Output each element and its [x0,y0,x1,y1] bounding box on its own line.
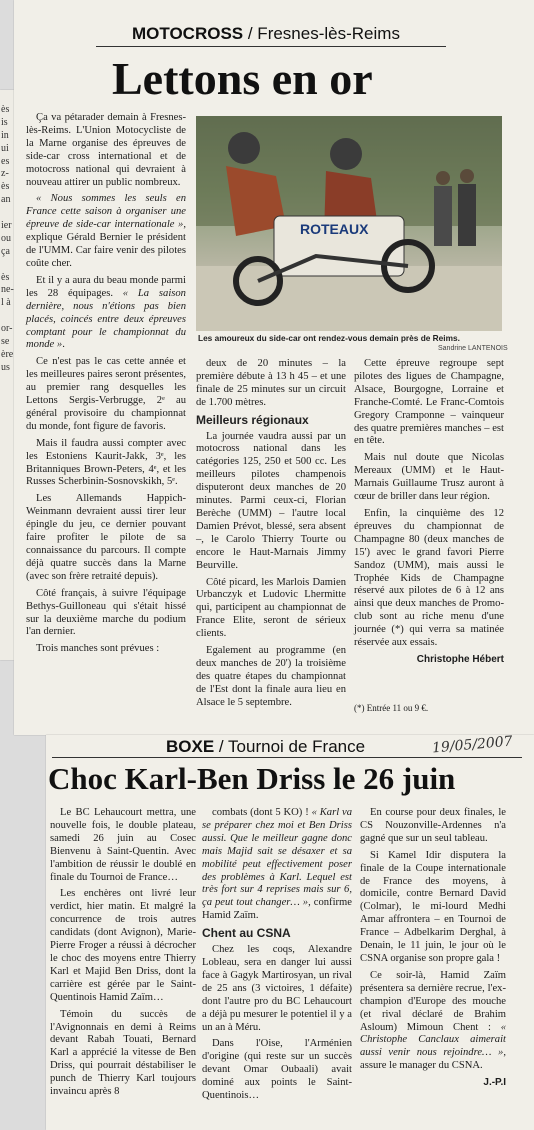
quote-text: « Nous sommes les seuls en France cette saison à organiser une épreuve de side-car internationale » [26,193,186,231]
margin-line: es [1,155,10,167]
subheading [196,414,346,427]
margin-line: ou [1,232,11,244]
paragraph [202,944,352,1034]
paragraph [354,452,504,504]
margin-line: ès [1,271,10,283]
paragraph-text: Trois manches sont prévues : [36,643,160,655]
paragraph-text: Et il y a aura du beau monde parmi les 28 équipages. [26,274,186,299]
paragraph-text: Témoin du succès de l'Avignonnais en demi à Reims devant Rabah Touati, Bernard Karl a apprécié la vitesse de Ben Driss, qui pourrait déstabiliser le punch de Thierry Karl toujours invaincu après 8 [50,1008,196,1098]
margin-fragment-text [1,104,15,388]
article-boxe [46,735,534,1130]
paragraph-text: Christophe Hébert [416,653,504,665]
quote-text: « Karl va se préparer chez moi et Ben Driss aussi. Que le meilleur gagne donc mais Majid sait se désaxer et sa mobilité peut effectivement poser des problèmes à Karl. Lequel est très fort sur 4 reprises mais sur 6, ça peut tout changer… » [202,807,353,909]
boxe-column-1 [50,807,196,1103]
paragraph [196,645,346,710]
quote-text: « La saison dernière, nous n'étions pas bien placés, coincés entre deux épreuves comptant pour le championnat du monde » [26,287,186,351]
margin-line: ne- [1,284,14,296]
paragraph-text: combats (dont 5 KO) ! [212,807,312,818]
article-headline-boxe: Choc Karl-Ben Driss le 26 juin [48,761,456,796]
article-headline: Lettons en or [112,53,373,104]
margin-line [1,207,15,220]
paragraph-text: Chez les coqs, Alexandre Lobleau, sera en danger lui aussi face à Gagyk Martirosyan, un rival de 25 ans (3 victoires, 1 défaite) dont l'autre pro du BC Lehaucourt a déjà pu mesurer le potentiel il y a un an à Méru. [202,944,352,1033]
article-motocross [14,0,534,735]
byline [354,654,504,667]
paragraph [202,807,352,923]
kicker-location-boxe: / Tournoi de France [214,737,366,756]
paragraph-text: , explique Gérald Bernier le président de l'UMM. Car faire venir des pilotes coûte cher. [26,219,186,269]
paragraph-text: Ce n'est pas le cas cette année et les meilleures paires seront présentes, au premier rang desquelles les Lettons Sergis-Verbrugge, 2ᵉ au général provisoire du championnat du monde, font figure de favoris. [26,356,186,432]
paragraph-text: Les Allemands Happich-Weinmann devraient aussi tirer leur épingle du jeu, ce dernier pouvant faire profiter le pilote de sa connaissance du parcours. Il compte déjà quatre succès dans la Marne (avec son frère retraité depuis). [26,493,186,582]
margin-line: an [1,194,11,206]
margin-line: ça [1,245,10,257]
paragraph-text: Enfin, la cinquième des 12 épreuves du championnat de Champagne 80 (deux manches de 15') avec le grand favori Pierre Sandoz (UMM), mais aussi le Trophée Kids de Champagne réservé aux pilotes de 6 à 12 ans ainsi que deux manches de Promo-club sont au riche menu d'une journée (*) qui verra sa matinée réservée aux essais. [354,507,504,649]
paragraph-text: Côté picard, les Marlois Damien Urbanczyk et Ludovic Lhermitte qui, participent au championnat de France Elite, seront de sérieux clients. [196,576,346,640]
paragraph-text: J.-P.I [483,1077,506,1089]
entry-footnote [354,702,504,715]
paragraph [360,807,506,846]
paragraph-text: Si Kamel Idir disputera la finale de la Coupe internationale de France des moyens, à domicile, contre Bernard David (Colmar), le mi-lourd Medhi Amar affrontera – en Tournoi de France – Adbelkarim Derghal, à Denain, le 11 juin, le jour où le CSNA organise son propre gala ! [360,849,506,964]
handwritten-date: 19/05/2007 [431,733,514,757]
kicker-category: MOTOCROSS [132,24,244,43]
margin-line [1,375,15,388]
margin-line: z- [1,168,9,180]
sidecar-illustration [196,116,502,331]
margin-line: or- [1,323,13,335]
section-kicker [132,24,400,44]
photo-credit: Sandrine LANTENOIS [438,345,508,352]
paragraph-text: Mais il faudra aussi compter avec les Estoniens Kaurit-Jakk, 3ᵉ, les Britanniques Brown-Peters, 4ᵉ, et les Russes Scherbinin-Sosnovskikh, 5ᵉ. [26,437,186,488]
kicker-rule [96,46,446,47]
paragraph-text: . [62,339,65,351]
byline [360,1077,506,1090]
margin-line: is [1,116,8,128]
paragraph-text: Les enchères ont livré leur verdict, hier matin. Et malgré la concurrence de trois autres candidats (dont Avignon), Marie-Pierre Froger a réussi à décrocher le choc des moyens entre Thierry Karl et Majid Ben Driss, dont la carrière est gérée par le Saint-Quentinois Hamid Zaïm… [50,888,196,1003]
paragraph-text: Meilleurs régionaux [196,412,309,427]
paragraph [26,193,186,270]
sidecar-photo [196,116,502,331]
paragraph-text: , confirme Hamid Zaïm. [202,897,352,922]
margin-line: se [1,336,10,348]
margin-line: ès [1,181,10,193]
boxe-column-2 [202,807,352,1107]
paragraph [196,577,346,642]
margin-line: ère [1,348,14,360]
kicker-category-boxe: BOXE [166,737,215,756]
sponsor-label: ROTEAUX [300,221,369,237]
article-column-2 [196,358,346,714]
boxe-column-3 [360,807,506,1094]
margin-line [1,259,15,272]
paragraph-text: Mais nul doute que Nicolas Mereaux (UMM) et le Haut-Marnais Guillaume Trusz auront à cœur de briller dans leur région. [354,452,504,503]
margin-line: in [1,129,9,141]
paragraph-text: Le BC Lehaucourt mettra, une nouvelle fois, le double plateau, samedi 26 juin au Cosec Bienvenu à Saint-Quentin. Avec l'ambition de réussir le doublé en finale du Tournoi de France… [50,807,196,883]
paragraph [26,356,186,433]
paragraph [26,588,186,640]
paragraph [354,358,504,448]
article-column-1 [26,112,186,660]
margin-line [1,310,15,323]
paragraph [26,275,186,352]
margin-line: us [1,361,10,373]
paragraph [26,493,186,583]
subheading [202,927,352,940]
paragraph [26,438,186,490]
paragraph [360,970,506,1073]
margin-line: ier [1,220,12,232]
article-column-3 [354,358,504,671]
quote-text: « Christophe Canclaux aimerait aussi venir nous rejoindre… » [360,1021,506,1059]
paragraph [196,358,346,410]
footnote-text: (*) Entrée 11 ou 9 €. [354,703,429,713]
paragraph [50,807,196,884]
paragraph [360,850,506,966]
paragraph-text: Dans l'Oise, l'Arménien d'origine (qui reste sur un succès devant Omar Oubaali) avait dominé aux points le Saint-Quentinois… [202,1038,352,1102]
paragraph [50,888,196,1004]
paragraph-text: Côté français, à suivre l'équipage Bethys-Guilloneau qui s'était hissé sur la deuxième marche du podium l'an dernier. [26,587,186,638]
paragraph-text: Egalement au programme (en deux manches de 20') la troisième des quatre étapes du championnat de l'Est dont la finale aura lieu en Alsace le 5 septembre. [196,645,346,708]
adjacent-clipping [0,90,14,660]
paragraph-text: Chent au CSNA [202,926,291,941]
paragraph [50,1009,196,1099]
paragraph-text: Ce soir-là, Hamid Zaïm présentera sa dernière recrue, l'ex-champion d'Europe des mouche (et rival déclaré de Brahim Asloum) Mimoun Chent : [360,969,506,1033]
paragraph-text: La journée vaudra aussi par un motocross national dans les catégories 125, 250 et 500 cc. Les meilleurs pilotes champenois disputeront deux manches de 20 minutes. Parmi ceux-ci, Florian Berèche (UMM) – l'autre local Damien Prévot, blessé, sera absent –, le Carolo Thierry Tourte ou encore le Haut-Marnais Jimmy Beurville. [196,430,346,571]
paragraph [26,112,186,189]
section-kicker-boxe [166,737,365,757]
kicker-location: / Fresnes-lès-Reims [243,24,400,43]
paragraph [26,643,186,656]
paragraph [196,431,346,573]
paragraph-text: , assure le manager du CSNA. [360,1047,506,1072]
paragraph-text: Ça va pétarader demain à Fresnes-lès-Reims. L'Union Motocycliste de la Marne organise des épreuves de side-car cross international et de motocross national qui devraient à nouveau attirer un public nombreux. [26,112,186,188]
paragraph-text: deux de 20 minutes – la première débute à 13 h 45 – et une finale de 25 minutes sur un circuit de 1.700 mètres. [196,358,346,408]
margin-line: l à [1,297,11,309]
margin-line: ui [1,142,9,154]
paragraph [354,508,504,650]
paragraph [202,1038,352,1103]
kicker-rule-boxe [52,757,522,758]
paragraph-text: Cette épreuve regroupe sept pilotes des ligues de Champagne, Alsace, Bourgogne, Lorraine et Franche-Comté. Le Franc-Comtois Gregory Cramponne – vainqueur des quatre premières manches – est en tête. [354,358,504,447]
margin-line: ès [1,104,10,115]
photo-caption: Les amoureux du side-car ont rendez-vous demain près de Reims. [198,333,460,343]
paragraph-text: En course pour deux finales, le CS Nouzonville-Ardennes n'a gagné que sur un seul tableau. [360,807,506,844]
